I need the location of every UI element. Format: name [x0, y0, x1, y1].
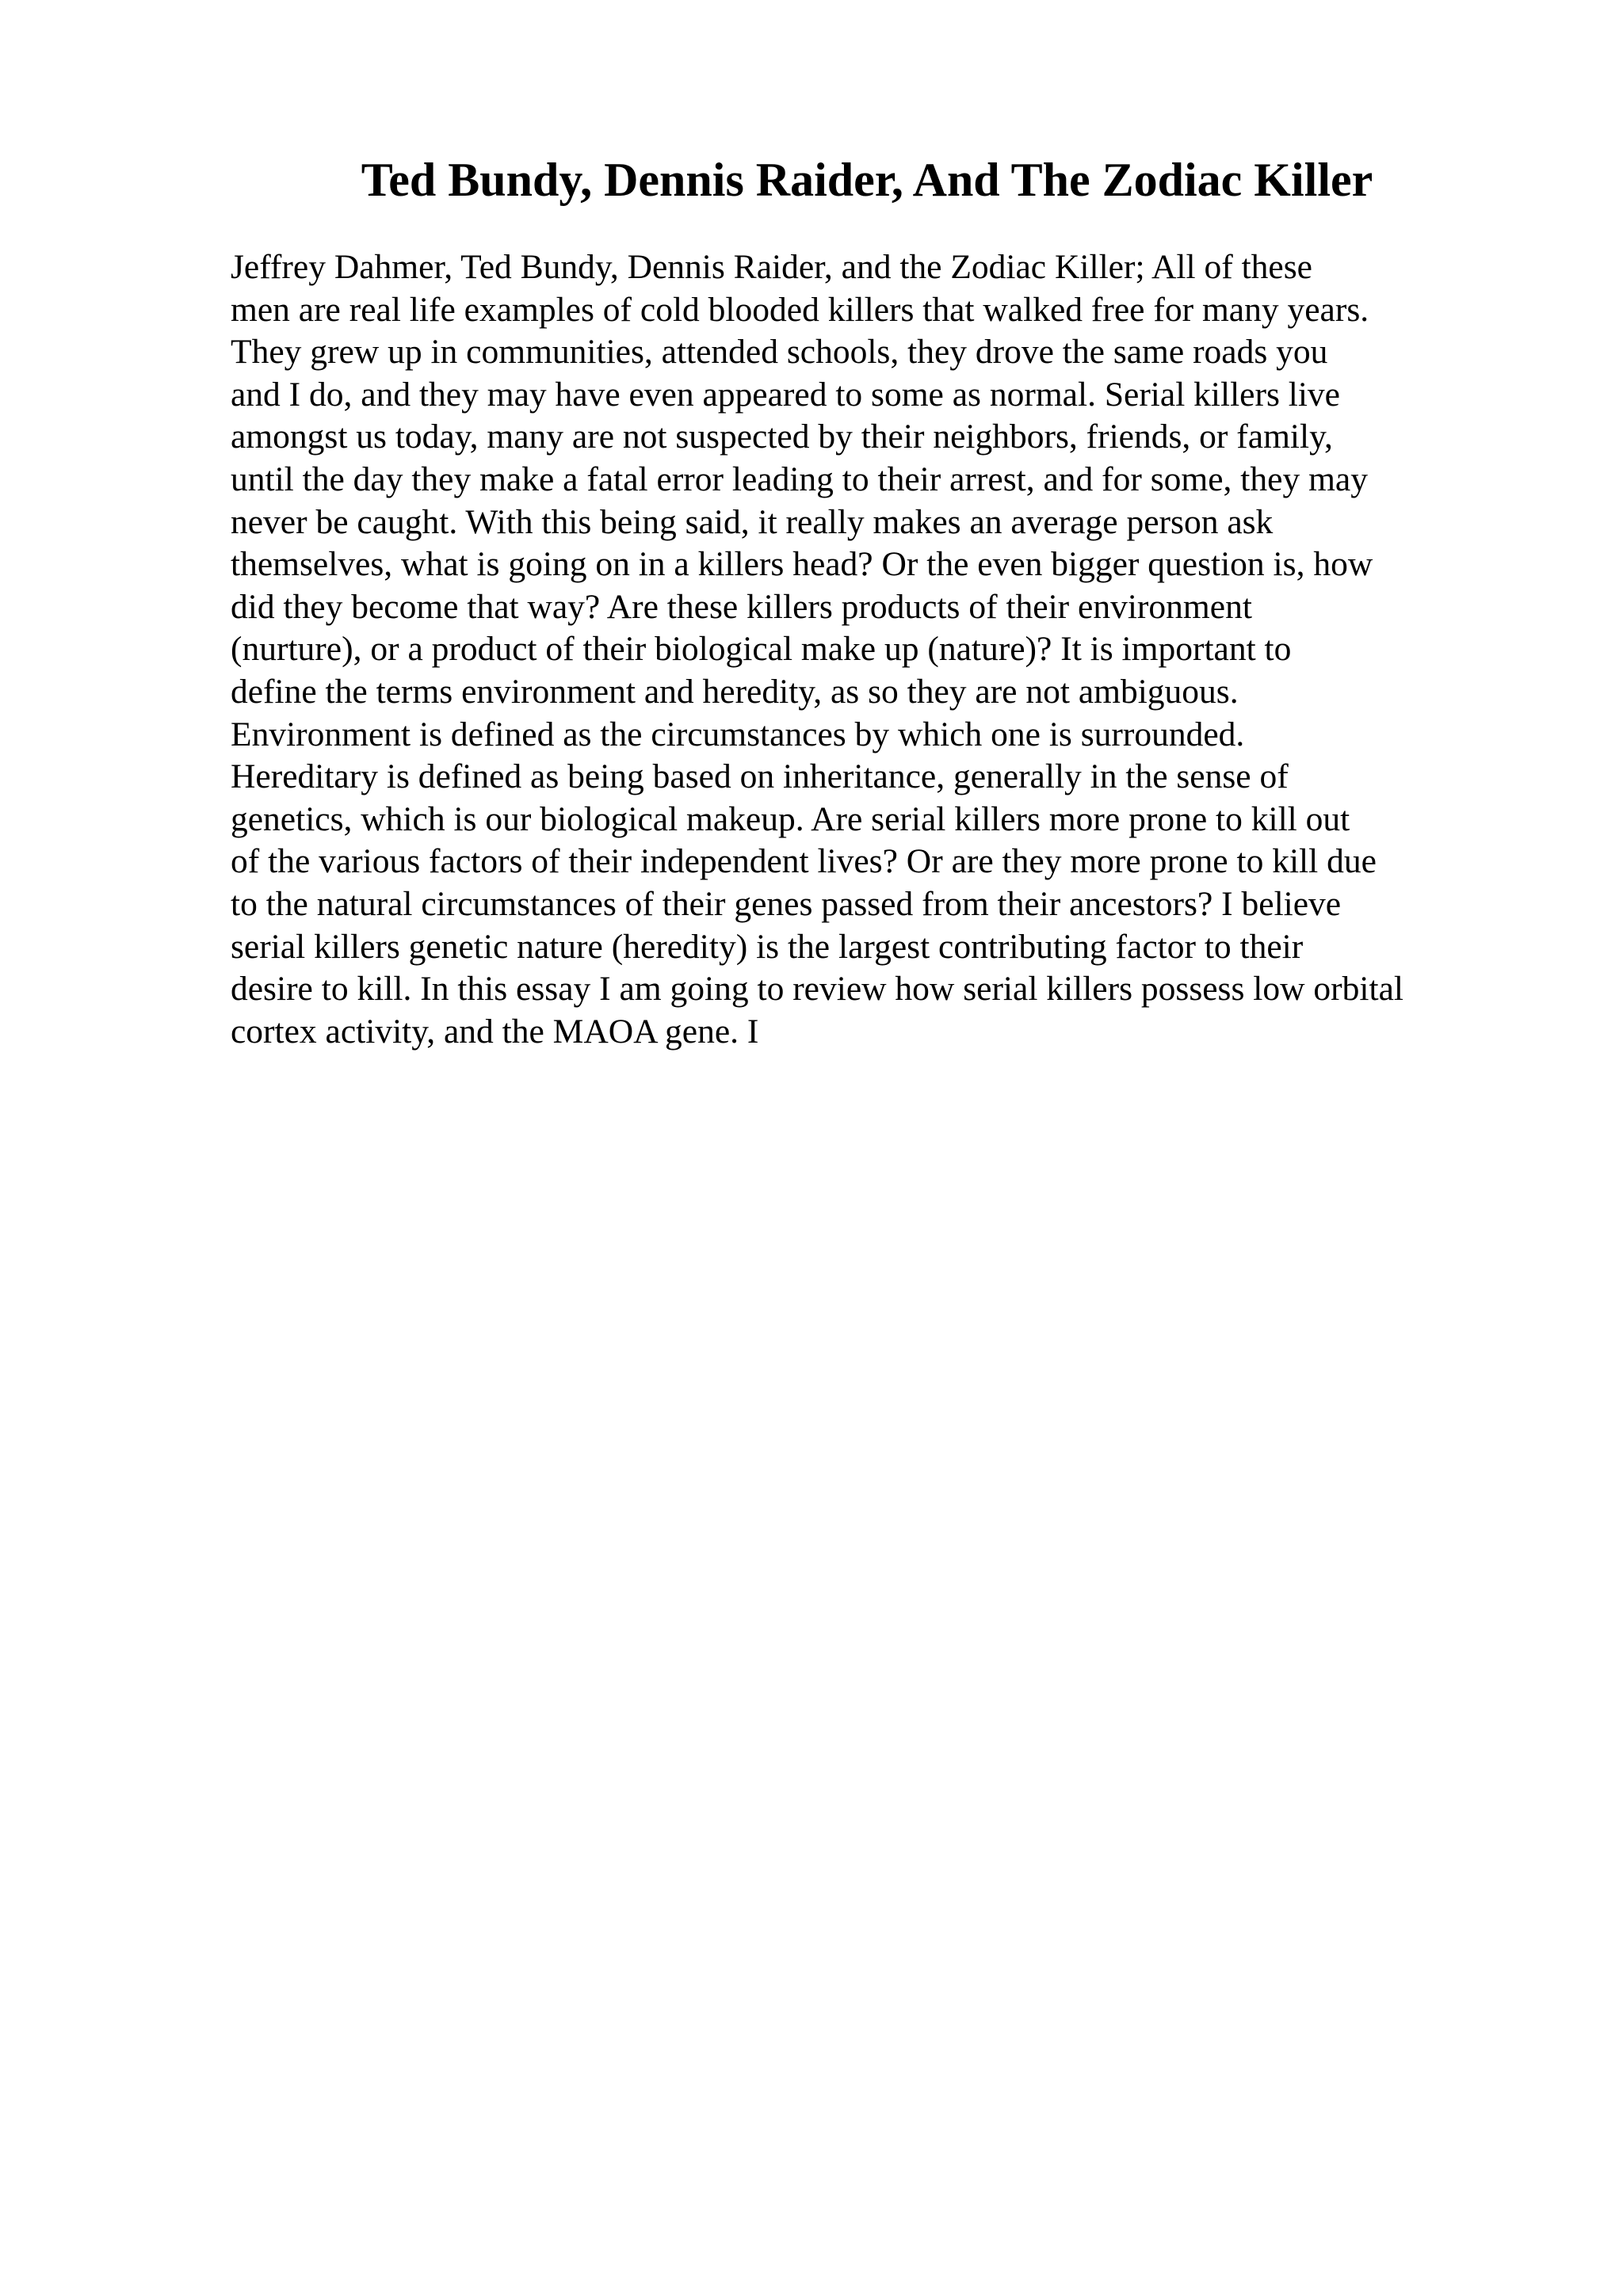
paragraph-line: genetics, which is our biological makeup. Are serial killers more prone to kill out	[231, 799, 1350, 838]
paragraph-line: Hereditary is defined as being based on inheritance, generally in the sense of	[231, 757, 1289, 796]
paragraph-line: They grew up in communities, attended schools, they drove the same roads you	[231, 333, 1328, 372]
paragraph-line: (nurture), or a product of their biological make up (nature)? It is important to	[231, 630, 1292, 669]
paragraph-line: define the terms environment and heredity, as so they are not ambiguous.	[231, 672, 1239, 711]
paragraph-line: cortex activity, and the MAOA gene. I	[231, 1012, 759, 1051]
paragraph-line: serial killers genetic nature (heredity) is the largest contributing factor to their	[231, 927, 1304, 966]
paragraph-line: and I do, and they may have even appeared to some as normal. Serial killers live	[231, 375, 1340, 414]
paragraph-line: to the natural circumstances of their genes passed from their ancestors? I believe	[231, 884, 1342, 923]
paragraph-line: did they become that way? Are these killers products of their environment	[231, 587, 1252, 626]
paragraph-line: amongst us today, many are not suspected by their neighbors, friends, or family,	[231, 418, 1333, 456]
document-title: Ted Bundy, Dennis Raider, And The Zodiac Killer	[361, 154, 1373, 206]
paragraph-line: Environment is defined as the circumstances by which one is surrounded.	[231, 715, 1245, 753]
paragraph-line: until the day they make a fatal error leading to their arrest, and for some, they may	[231, 460, 1368, 498]
paragraph-line: never be caught. With this being said, it really makes an average person ask	[231, 502, 1274, 541]
paragraph-line: of the various factors of their independent lives? Or are they more prone to kill due	[231, 842, 1377, 881]
paragraph-line: desire to kill. In this essay I am going to review how serial killers possess low orbital	[231, 970, 1403, 1009]
paragraph-line: Jeffrey Dahmer, Ted Bundy, Dennis Raider, and the Zodiac Killer; All of these	[231, 248, 1312, 286]
paragraph-line: men are real life examples of cold blooded killers that walked free for many years.	[231, 290, 1369, 329]
essay-paragraph	[231, 246, 1499, 1053]
paragraph-line: themselves, what is going on in a killers head? Or the even bigger question is, how	[231, 545, 1373, 584]
